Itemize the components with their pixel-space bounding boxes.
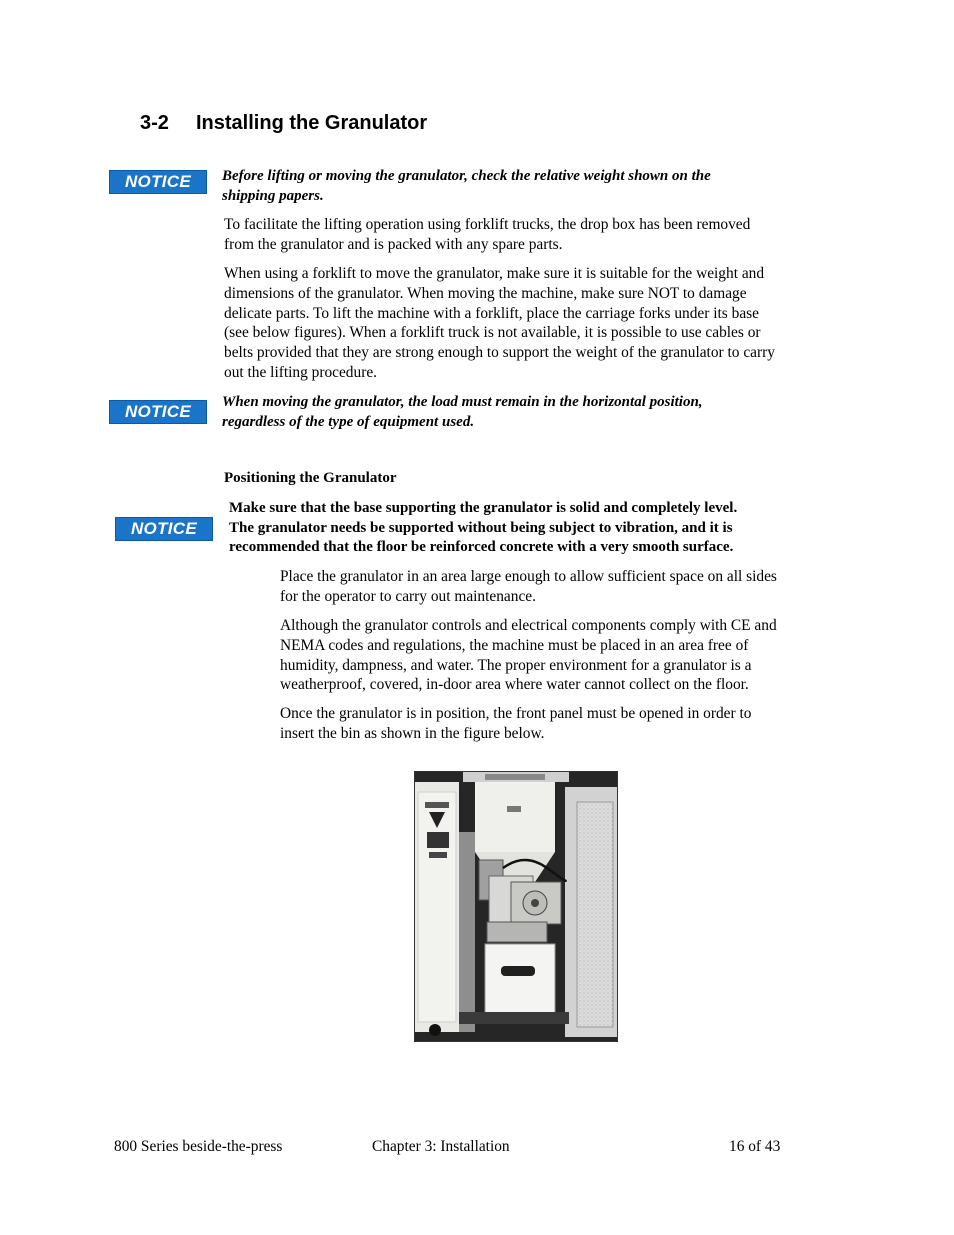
paragraph-environment (280, 616, 777, 695)
paragraph-front-panel (280, 704, 751, 744)
notice-badge: NOTICE (109, 170, 207, 194)
notice-text (229, 499, 737, 558)
footer-chapter: Chapter 3: Installation (372, 1138, 510, 1155)
paragraph-line: Place the granulator in an area large enough to allow sufficient space on all sides (280, 568, 777, 585)
notice-text (222, 393, 703, 432)
paragraph-forklift (224, 264, 775, 383)
notice-badge: NOTICE (115, 517, 213, 541)
paragraph-lifting (224, 215, 750, 255)
paragraph-line: NEMA codes and regulations, the machine must be placed in an area free of (280, 636, 749, 654)
paragraph-line: delicate parts. To lift the machine with a forklift, place the carriage forks under its base (224, 304, 759, 322)
paragraph-line: from the granulator and is packed with any spare parts. (224, 235, 563, 253)
paragraph-line: When using a forklift to move the granulator, make sure it is suitable for the weight and (224, 265, 765, 282)
footer-page-number: 16 of 43 (729, 1138, 781, 1155)
paragraph-line: insert the bin as shown in the figure below. (280, 724, 545, 742)
paragraph-line: To facilitate the lifting operation using forklift trucks, the drop box has been removed (224, 216, 751, 233)
paragraph-line: Although the granulator controls and electrical components comply with CE and (280, 617, 777, 634)
notice-line: regardless of the type of equipment used. (222, 413, 475, 430)
notice-line: Make sure that the base supporting the granulator is solid and completely level. (229, 500, 738, 516)
notice-text (222, 167, 711, 206)
paragraph-placement (280, 567, 777, 607)
paragraph-line: for the operator to carry out maintenance. (280, 587, 536, 605)
paragraph-line: humidity, dampness, and water. The proper environment for a granulator is a (280, 656, 752, 674)
footer-document-title: 800 Series beside-the-press (114, 1138, 283, 1155)
granulator-photo (414, 771, 618, 1042)
paragraph-line: belts provided that they are strong enough to support the weight of the granulator to carry (224, 344, 775, 362)
paragraph-line: (see below figures). When a forklift truck is not available, it is possible to use cables or (224, 324, 761, 342)
notice-line: recommended that the floor be reinforced concrete with a very smooth surface. (229, 539, 734, 555)
notice-badge: NOTICE (109, 400, 207, 424)
subheading-positioning: Positioning the Granulator (224, 470, 397, 486)
paragraph-line: Once the granulator is in position, the front panel must be opened in order to (280, 705, 752, 722)
notice-line: The granulator needs be supported without being subject to vibration, and it is (229, 519, 733, 536)
section-heading (140, 112, 427, 135)
section-number: 3-2 (140, 112, 169, 134)
notice-line: Before lifting or moving the granulator, check the relative weight shown on the (222, 168, 711, 184)
notice-line: shipping papers. (222, 187, 324, 204)
paragraph-line: dimensions of the granulator. When moving the machine, make sure NOT to damage (224, 284, 747, 302)
granulator-illustration (415, 772, 617, 1041)
notice-line: When moving the granulator, the load must remain in the horizontal position, (222, 394, 703, 410)
paragraph-line: weatherproof, covered, in-door area where water cannot collect on the floor. (280, 676, 749, 694)
paragraph-line: out the lifting procedure. (224, 363, 378, 381)
section-title: Installing the Granulator (196, 112, 428, 134)
